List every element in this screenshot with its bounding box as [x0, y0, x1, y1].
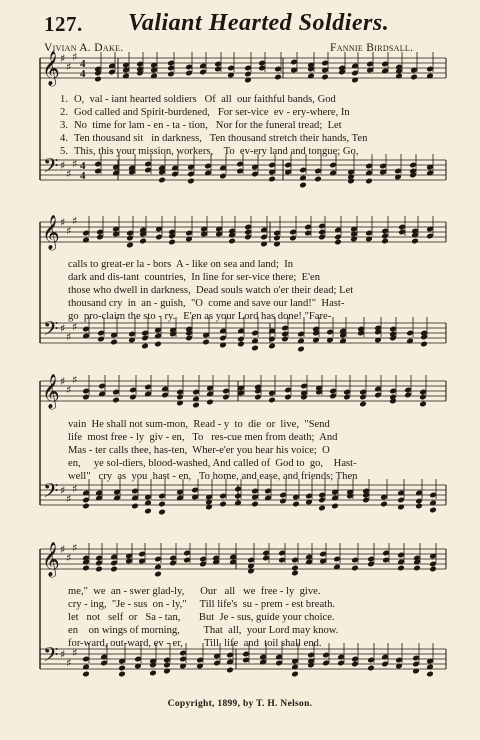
lyric-line: let not self or Sa - tan, But Je - sus, guide your choice. — [68, 612, 335, 623]
system-1-treble-sharp-icon: ♯ — [66, 60, 72, 74]
time-signature: 4 — [80, 68, 86, 80]
hymn-title: Valiant Hearted Soldiers. — [128, 10, 390, 36]
lyric-line: calls to great-er la - bors A - like on sea and land; In — [68, 259, 294, 270]
lyric-line: 4. Ten thousand sit in darkness, Ten thousand stretch their hands, Ten — [52, 132, 444, 146]
system-2-treble-note-head — [411, 238, 419, 245]
time-signature: 4 — [80, 170, 86, 182]
system-2-bass-sharp-icon: ♯ — [66, 330, 72, 344]
treble-clef-icon: 𝄞 — [42, 215, 60, 250]
system-1-treble-sharp-icon: ♯ — [60, 52, 66, 65]
lyric-line: cry - ing, "Je - sus on - ly," Till life's su - prem - est breath. — [68, 599, 336, 610]
system-2-treble-note-head — [139, 238, 147, 245]
time-signature: 4 — [80, 58, 86, 70]
system-4-bass-note-head — [291, 671, 299, 678]
system-2-bass-note-head — [251, 345, 259, 352]
system-2-bass-note-head — [237, 341, 245, 348]
verse-number: 4. — [60, 133, 68, 144]
system-3-treble-note-head — [419, 401, 427, 408]
system-4-bass-note-head — [149, 670, 157, 677]
time-signature: 4 — [80, 160, 86, 172]
verse-number: 2. — [60, 107, 68, 118]
system-3-bass-note-head — [82, 503, 90, 510]
system-1-bass-sharp-icon: ♯ — [60, 159, 66, 172]
hymn-number: 127. — [44, 12, 83, 36]
lyric-line: 5. This, this your mission, workers, To ev-ery land and tongue; Go, — [52, 145, 444, 159]
system-1-treble-note-head — [274, 74, 282, 81]
system-1-bass-note-head — [187, 178, 195, 185]
treble-clef-icon: 𝄞 — [42, 51, 60, 86]
system-2-bass-note-head — [268, 343, 276, 350]
bass-clef-icon: 𝄢 — [43, 317, 59, 345]
system-4-treble-note-head — [291, 565, 299, 572]
system-4-treble-sharp-icon: ♯ — [66, 551, 72, 565]
system-1-treble-note-head — [410, 74, 418, 81]
system-3-treble-note-head — [359, 401, 367, 408]
system-4-treble-sharp-icon: ♯ — [72, 541, 78, 555]
system-2-treble-note-head — [381, 238, 389, 245]
system-4-treble-note-head — [95, 566, 103, 573]
lyric-line: vain He shall not sum-mon, Read - y to die or live, "Send — [68, 419, 330, 430]
lyric-line: life most free - ly giv - en, To res-cue men from death; And — [68, 432, 338, 443]
system-3-bass-note-head — [219, 501, 227, 508]
lyric-line: 2. God called and Spirit-burdened, For ser-vice ev - ery-where, In — [52, 106, 444, 120]
system-1-treble-sharp-icon: ♯ — [72, 50, 78, 64]
system-2-treble-note-head — [168, 239, 176, 246]
system-2-bass-sharp-icon: ♯ — [60, 322, 66, 335]
system-2-treble-sharp-icon: ♯ — [66, 224, 72, 238]
system-3-bass-note-head — [331, 503, 339, 510]
system-4-bass-note-head — [118, 665, 126, 672]
treble-clef-icon: 𝄞 — [42, 374, 60, 409]
system-2-bass-sharp-icon: ♯ — [72, 320, 78, 334]
system-4-bass-note-head — [226, 667, 234, 674]
system-3-bass-note-head — [144, 508, 152, 515]
system-4-bass-sharp-icon: ♯ — [60, 648, 66, 661]
system-4-bass-sharp-icon: ♯ — [66, 656, 72, 670]
system-4-bass-note-head — [118, 671, 126, 678]
system-4-bass-note-head — [367, 665, 375, 672]
system-4-treble-note-head — [154, 571, 162, 578]
verse-number: 5. — [60, 146, 68, 157]
system-4-treble-note-head — [110, 566, 118, 573]
system-3-treble-sharp-icon: ♯ — [60, 375, 66, 388]
composer-credit: Fannie Birdsall. — [330, 42, 414, 54]
lyric-line: 1. O, val - iant hearted soldiers Of all our faithful bands, God — [52, 93, 444, 107]
lyricist-credit: Vivian A. Dake. — [44, 42, 124, 54]
system-2-bass-note-head — [202, 339, 210, 346]
system-2-treble-sharp-icon: ♯ — [72, 214, 78, 228]
system-2-bass-note-head — [141, 343, 149, 350]
system-4-treble-note-head — [351, 565, 359, 572]
system-1-bass-sharp-icon: ♯ — [66, 167, 72, 181]
system-2-treble-note-head — [228, 238, 236, 245]
system-2-bass-note-head — [110, 339, 118, 346]
system-4-bass-note-head — [426, 671, 434, 678]
system-2-bass-note-head — [297, 346, 305, 353]
verse-number: 1. — [60, 94, 68, 105]
system-3-bass-note-head — [158, 501, 166, 508]
system-1-treble-note-head — [94, 76, 102, 83]
lyric-line: me," we an - swer glad-ly, Our all we free - ly give. — [68, 586, 321, 597]
lyric-line: en, ye sol-diers, blood-washed, And called of God to go, Hast- — [68, 458, 357, 469]
system-3-bass-sharp-icon: ♯ — [66, 492, 72, 506]
system-4-treble-note-head — [291, 570, 299, 577]
lyric-line: thousand cry in an - guish, "O come and save our land!" Hast- — [68, 298, 345, 309]
lyric-line: those who dwell in darkness, Dead souls watch o'er their dead; Let — [68, 285, 354, 296]
system-2-bass-note-head — [420, 341, 428, 348]
system-4-treble-sharp-icon: ♯ — [60, 543, 66, 556]
system-3-bass-note-head — [158, 509, 166, 516]
lyric-line: well" cry as you hast - en, To home, and ease, and friends; Then — [68, 471, 358, 482]
system-3-bass-sharp-icon: ♯ — [60, 484, 66, 497]
bass-clef-icon: 𝄢 — [43, 643, 59, 671]
system-3-bass-note-head — [318, 505, 326, 512]
treble-clef-icon: 𝄞 — [42, 542, 60, 577]
system-3-treble-sharp-icon: ♯ — [66, 383, 72, 397]
system-4-treble-note-head — [397, 565, 405, 572]
system-2-treble-note-head — [334, 239, 342, 246]
system-4-treble-note-head — [429, 566, 437, 573]
system-3-bass-note-head — [251, 501, 259, 508]
lyric-line: dark and dis-tant countries, In line for ser-vice there; E'en — [68, 272, 321, 283]
system-3-treble-note-head — [192, 402, 200, 409]
system-4-bass-note-head — [82, 671, 90, 678]
lyric-line: en on wings of morning, That all, your Lord may know. — [68, 625, 339, 636]
system-4-treble-note-head — [82, 565, 90, 572]
system-1-bass-note-head — [299, 182, 307, 189]
system-3-bass-note-head — [292, 501, 300, 508]
bass-clef-icon: 𝄢 — [43, 154, 59, 182]
system-1-bass-note-head — [365, 178, 373, 185]
system-2-bass-note-head — [154, 341, 162, 348]
copyright-notice: Copyright, 1899, by T. H. Nelson. — [167, 699, 313, 709]
lyric-line: go pro-claim the sto - ry. E'en as your Lord has done! "Fare- — [68, 311, 332, 322]
system-3-bass-note-head — [131, 503, 139, 510]
bass-clef-icon: 𝄢 — [43, 479, 59, 507]
system-1-treble-note-head — [321, 74, 329, 81]
system-3-bass-note-head — [429, 507, 437, 514]
verse-number: 3. — [60, 120, 68, 131]
system-3-treble-note-head — [268, 397, 276, 404]
system-1-bass-note-head — [268, 176, 276, 183]
system-3-bass-note-head — [380, 501, 388, 508]
system-3-treble-note-head — [206, 399, 214, 406]
lyric-line: for-ward, out-ward, ev - er, Till life and toil shall end. — [68, 638, 322, 649]
lyric-line: 3. No time for lam - en - ta - tion, Nor for the funeral tread; Let — [52, 119, 444, 133]
system-1-bass-note-head — [158, 177, 166, 184]
system-4-bass-sharp-icon: ♯ — [72, 646, 78, 660]
system-1-bass-sharp-icon: ♯ — [72, 157, 78, 171]
system-2-treble-note-head — [126, 242, 134, 249]
system-3-treble-note-head — [112, 397, 120, 404]
system-3-bass-note-head — [415, 503, 423, 510]
system-4-treble-note-head — [413, 565, 421, 572]
system-1-bass-note-head — [314, 176, 322, 183]
system-3-treble-sharp-icon: ♯ — [72, 373, 78, 387]
system-3-bass-sharp-icon: ♯ — [72, 482, 78, 496]
lyric-line: Mas - ter calls thee, has-ten, Wher-e'er you hear his voice; O — [68, 445, 330, 456]
system-2-treble-sharp-icon: ♯ — [60, 216, 66, 229]
